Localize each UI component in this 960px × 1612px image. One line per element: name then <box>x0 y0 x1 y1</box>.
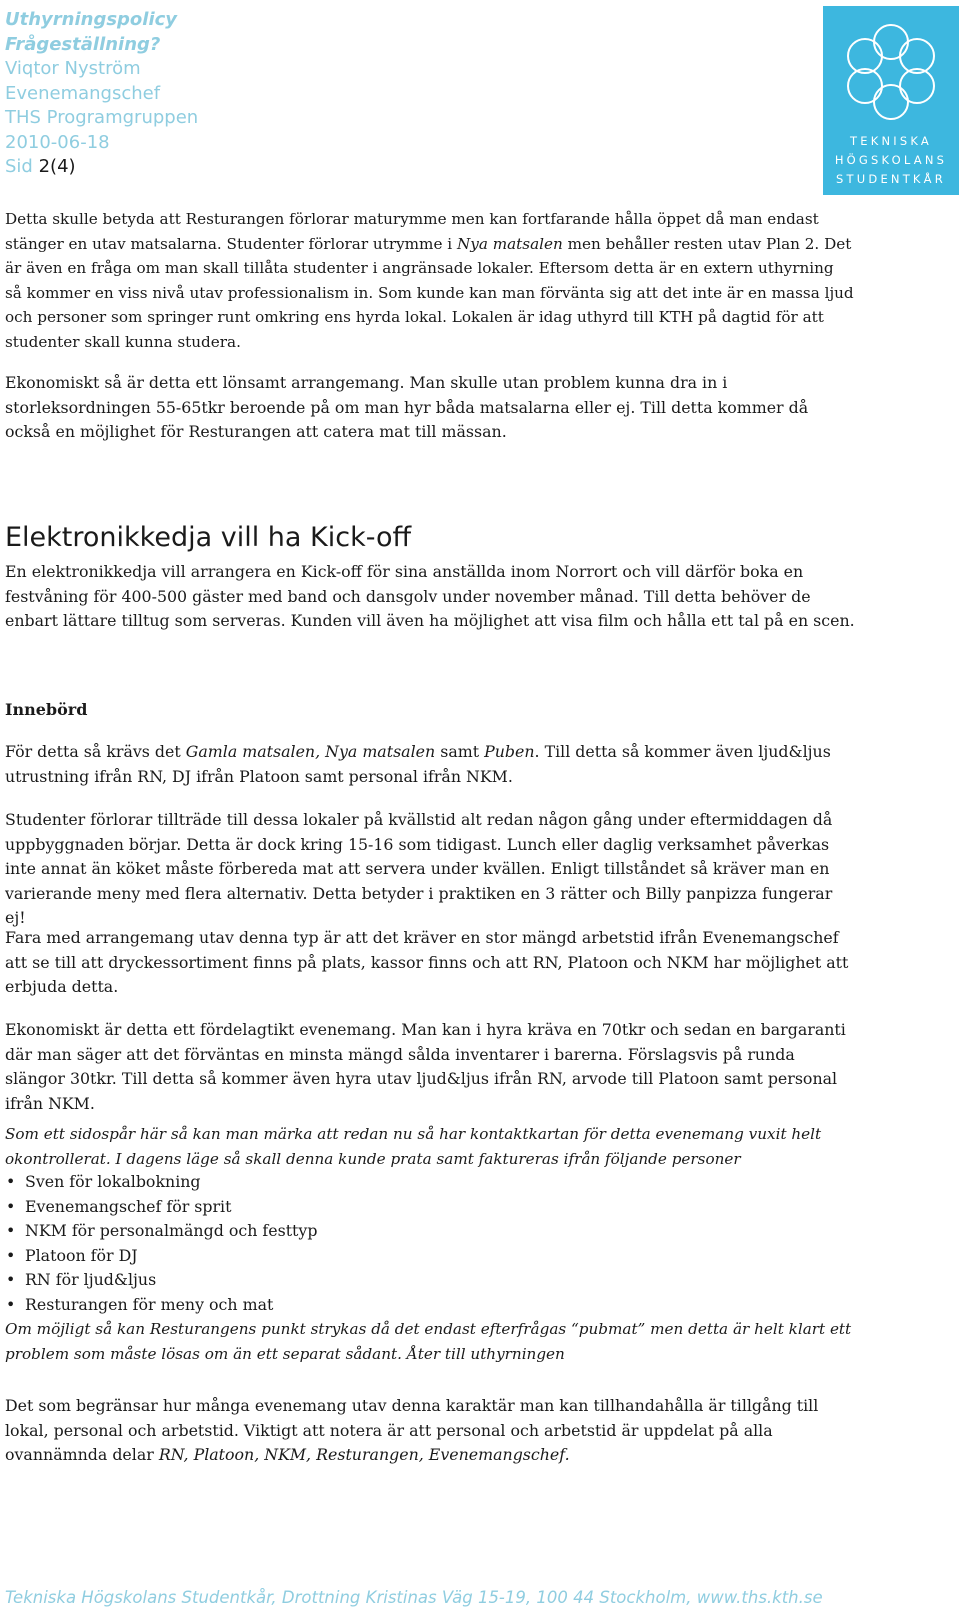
page-label: Sid <box>5 156 33 177</box>
paragraph: En elektronikkedja vill arrangera en Kick-off för sina anställda inom Norrort och vill därför boka en festvåning för 400-500 gäster med band och dansgolv under november månad. Till detta behöver de enbart lättare tilltug som serveras. Kunden vill även ha möjlighet att visa film och hålla ett tal på en scen. <box>5 562 855 630</box>
list-item: • Evenemangschef för sprit <box>25 1195 317 1220</box>
list-item: • NKM för personalmängd och festtyp <box>25 1219 317 1244</box>
page-footer: Tekniska Högskolans Studentkår, Drottning Kristinas Väg 15-19, 100 44 Stockholm, www.ths.kth.se <box>5 1588 823 1607</box>
paragraph: Fara med arrangemang utav denna typ är att det kräver en stor mängd arbetstid ifrån Evenemangschef att se till att dryckessortiment finns på plats, kassor finns och att RN, Platoon och NKM har möjlighet att erbjuda detta. <box>5 928 849 996</box>
ths-logo <box>823 6 959 195</box>
list-item: • Platoon för DJ <box>25 1244 317 1269</box>
paragraph: Ekonomiskt är detta ett fördelagtikt evenemang. Man kan i hyra kräva en 70tkr och sedan en bargaranti där man säger att det förväntas en minsta mängd sålda inventarer i barerna. Förslagsvis på runda slängor 30tkr. Till detta så kommer även hyra utav ljud&ljus ifrån RN, arvode till Platoon samt personal ifrån NKM. <box>5 1020 846 1113</box>
note-paragraph: Som ett sidospår här så kan man märka att redan nu så har kontaktkartan för detta evenemang vuxit helt okontrollerat. I dagens läge så skall denna kunde prata samt faktureras ifrån följande personer <box>5 1125 822 1168</box>
list-item: • RN för ljud&ljus <box>25 1268 317 1293</box>
document-date: 2010-06-18 <box>5 131 110 153</box>
logo-text-line2: HÖGSKOLANS <box>834 153 948 167</box>
section-heading: Elektronikkedja vill ha Kick-off <box>5 522 412 553</box>
list-item: • Sven för lokalbokning <box>25 1170 317 1195</box>
logo-text-line1: TEKNISKA <box>850 134 932 148</box>
paragraph: Detta skulle betyda att Resturangen förlorar maturymme men kan fortfarande hålla öppet då man endast stänger en utav matsalarna. Studenter förlorar utrymme i Nya matsalen men behåller resten utav Plan 2. Det är även en fråga om man skall tillåta studenter i angränsade lokaler. Eftersom detta är en extern uthyrning så kommer en viss nivå utav professionalism in. Som kunde kan man förvänta sig att det inte är en massa ljud och personer som springer runt omkring ens hyrda lokal. Lokalen är idag uthyrd till KTH på dagtid för att studenter skall kunna studera. <box>5 210 854 351</box>
paragraph: Ekonomiskt så är detta ett lönsamt arrangemang. Man skulle utan problem kunna dra in i storleksordningen 55-65tkr beroende på om man hyr båda matsalarna eller ej. Till detta kommer då också en möjlighet för Resturangen att catera mat till mässan. <box>5 373 809 441</box>
logo-text-line3: STUDENTKÅR <box>836 172 946 186</box>
document-header <box>5 8 705 180</box>
author-name: Viqtor Nyström <box>5 58 141 79</box>
contact-list <box>5 1170 317 1317</box>
note-paragraph: Om möjligt så kan Resturangens punkt strykas då det endast efterfrågas “pubmat” men detta är helt klart ett problem som måste lösas om än ett separat sådant. Åter till uthyrningen <box>5 1320 852 1363</box>
document-subtitle: Frågeställning? <box>5 33 161 55</box>
page-indicator <box>5 155 705 180</box>
list-item: • Resturangen för meny och mat <box>25 1293 317 1318</box>
author-group: THS Programgruppen <box>5 107 199 128</box>
rings-emblem-icon <box>837 18 945 126</box>
subsection-heading: Innebörd <box>5 700 88 719</box>
document-title: Uthyrningspolicy <box>5 9 178 30</box>
author-role: Evenemangschef <box>5 82 161 104</box>
paragraph: Studenter förlorar tillträde till dessa lokaler på kvällstid alt redan någon gång under eftermiddagen då uppbyggnaden börjar. Detta är dock kring 15-16 som tidigast. Lunch eller daglig verksamhet påverkas inte annat än köket måste förbereda mat att servera under kvällen. Enligt tillståndet så kräver man en varierande meny med flera alternativ. Detta betyder i praktiken en 3 rätter och Billy panpizza fungerar ej! <box>5 810 833 927</box>
page-number: 2(4) <box>38 156 76 177</box>
paragraph: För detta så krävs det Gamla matsalen, Nya matsalen samt Puben. Till detta så kommer även ljud&ljus utrustning ifrån RN, DJ ifrån Platoon samt personal ifrån NKM. <box>5 742 831 786</box>
paragraph: Det som begränsar hur många evenemang utav denna karaktär man kan tillhandahålla är tillgång till lokal, personal och arbetstid. Viktigt att notera är att personal och arbetstid är uppdelat på alla ovannämnda delar RN, Platoon, NKM, Resturangen, Evenemangschef. <box>5 1396 819 1464</box>
